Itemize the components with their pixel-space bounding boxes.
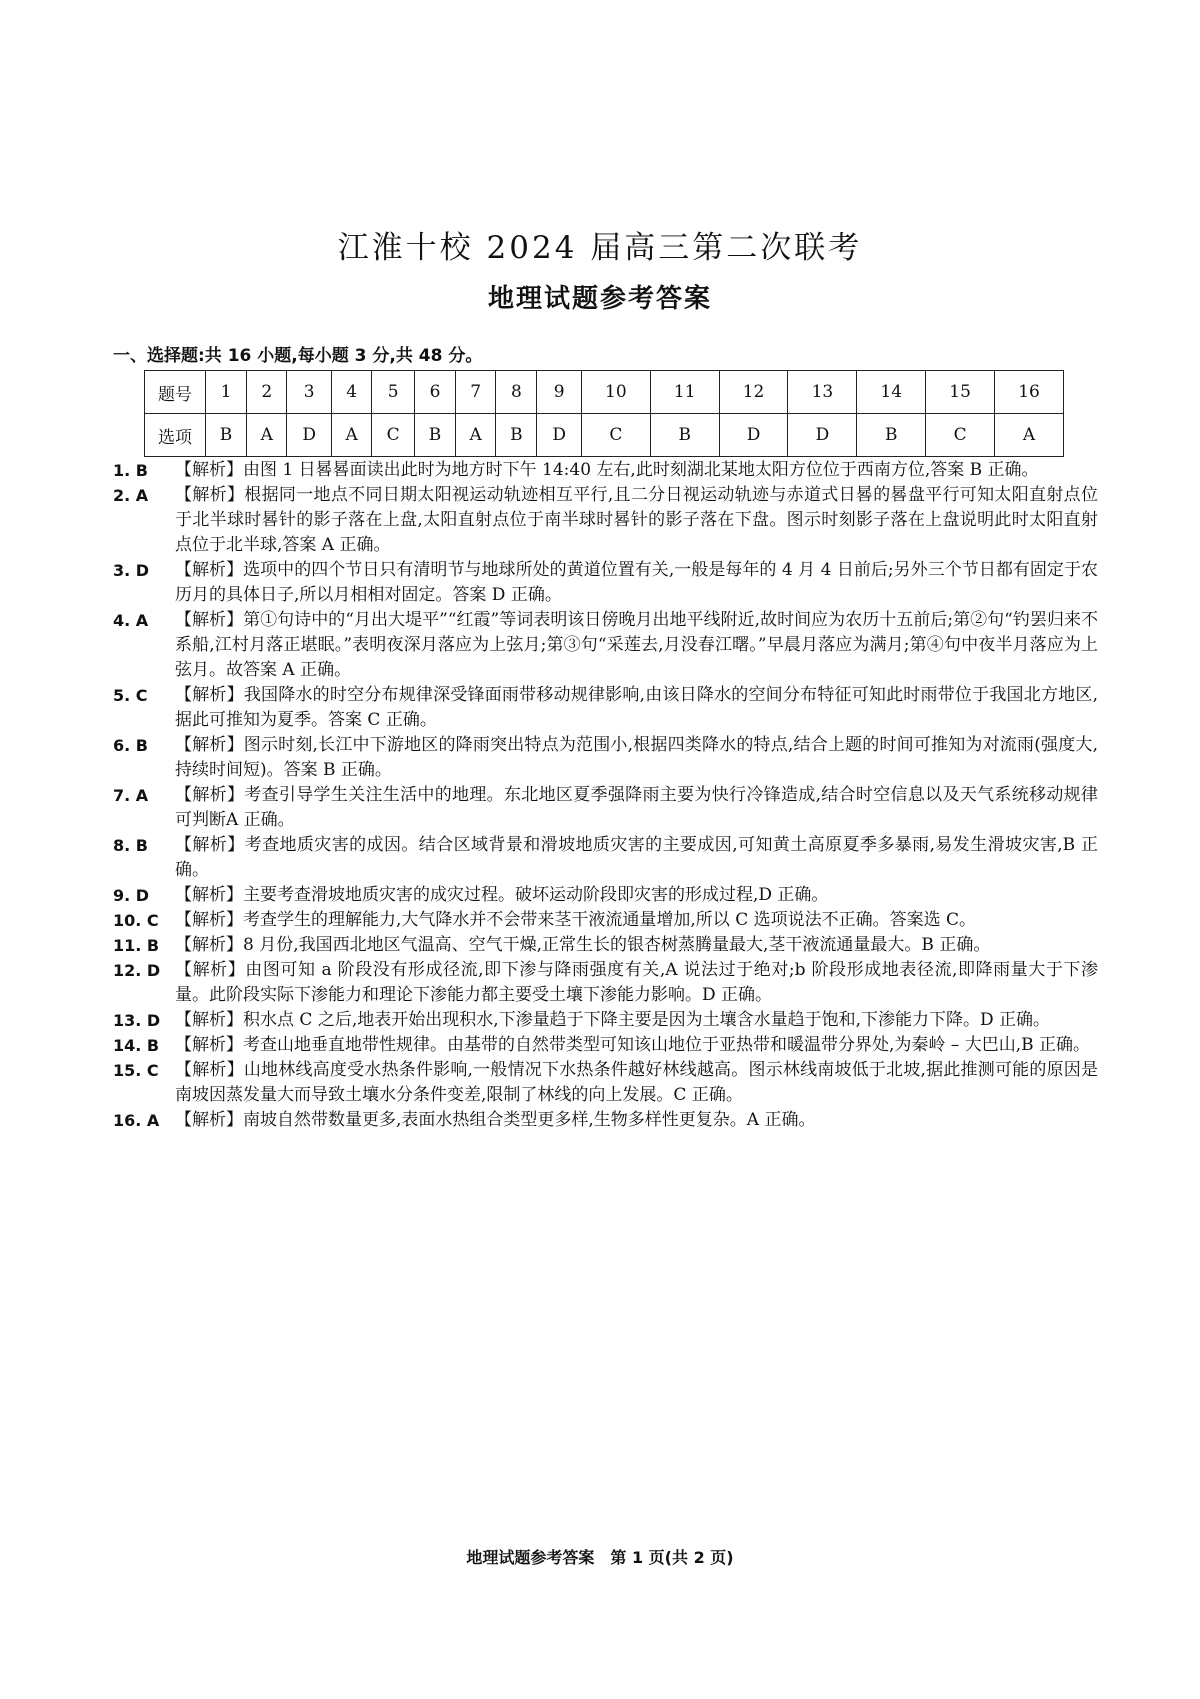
explanation-number: 7. A <box>113 786 149 805</box>
explanation-item <box>113 683 1098 733</box>
answer-choice-cell: A <box>331 414 371 457</box>
question-number-cell: 2 <box>247 371 287 414</box>
answer-table-choice-row <box>145 414 1064 457</box>
question-number-cell: 5 <box>372 371 415 414</box>
answer-choice-cell: C <box>926 414 995 457</box>
question-number-cell: 11 <box>650 371 719 414</box>
answer-choice-cell: B <box>414 414 455 457</box>
explanation-text: 【解析】选项中的四个节日只有清明节与地球所处的黄道位置有关,一般是每年的 4 月 4 日前后;另外三个节日都有固定于农历月的具体日子,所以月相相对固定。答案 D 正确。 <box>175 560 1098 605</box>
explanation-text: 【解析】考查地质灾害的成因。结合区域背景和滑坡地质灾害的主要成因,可知黄土高原夏季多暴雨,易发生滑坡灾害,B 正确。 <box>175 835 1098 880</box>
answer-table-row-label: 选项 <box>145 414 206 457</box>
answer-choice-cell: C <box>581 414 650 457</box>
answer-table-row-label: 题号 <box>145 371 206 414</box>
explanation-text: 【解析】南坡自然带数量更多,表面水热组合类型更多样,生物多样性更复杂。A 正确。 <box>175 1110 816 1130</box>
explanation-item <box>113 1008 1098 1033</box>
explanation-text: 【解析】山地林线高度受水热条件影响,一般情况下水热条件越好林线越高。图示林线南坡低于北坡,据此推测可能的原因是南坡因蒸发量大而导致土壤水分条件变差,限制了林线的向上发展。C 正确。 <box>175 1060 1098 1105</box>
explanation-number: 1. B <box>113 461 148 480</box>
explanation-number: 8. B <box>113 836 148 855</box>
question-number-cell: 13 <box>788 371 857 414</box>
explanation-text: 【解析】8 月份,我国西北地区气温高、空气干燥,正常生长的银杏树蒸腾量最大,茎干液流通量最大。B 正确。 <box>175 935 991 955</box>
explanation-item <box>113 733 1098 783</box>
explanation-item <box>113 608 1098 683</box>
explanation-item <box>113 933 1098 958</box>
answer-choice-cell: B <box>650 414 719 457</box>
answer-choice-cell: B <box>857 414 926 457</box>
explanation-number: 4. A <box>113 611 149 630</box>
question-number-cell: 9 <box>537 371 582 414</box>
answer-table-number-row <box>145 371 1064 414</box>
explanation-text: 【解析】积水点 C 之后,地表开始出现积水,下渗量趋于下降主要是因为土壤含水量趋于饱和,下渗能力下降。D 正确。 <box>175 1010 1051 1030</box>
answer-choice-cell: B <box>206 414 247 457</box>
answer-choice-cell: D <box>287 414 332 457</box>
explanation-text: 【解析】第①句诗中的“月出大堤平”“红霞”等词表明该日傍晚月出地平线附近,故时间应为农历十五前后;第②句“钓罢归来不系船,江村月落正堪眠。”表明夜深月落应为上弦月;第③句“采莲去,月没春江曙。”早晨月落应为满月;第④句中夜半月落应为上弦月。故答案 A 正确。 <box>175 610 1098 680</box>
answer-table <box>144 370 1064 457</box>
explanation-text: 【解析】图示时刻,长江中下游地区的降雨突出特点为范围小,根据四类降水的特点,结合上题的时间可推知为对流雨(强度大,持续时间短)。答案 B 正确。 <box>175 735 1098 780</box>
explanation-number: 5. C <box>113 686 148 705</box>
explanation-item <box>113 783 1098 833</box>
question-number-cell: 8 <box>496 371 537 414</box>
page-subtitle: 地理试题参考答案 <box>487 284 712 314</box>
explanation-number: 11. B <box>113 936 160 955</box>
explanation-item <box>113 1033 1098 1058</box>
answer-explanations <box>113 458 1098 1133</box>
explanation-text: 【解析】考查学生的理解能力,大气降水并不会带来茎干液流通量增加,所以 C 选项说法不正确。答案选 C。 <box>175 910 977 930</box>
explanation-text: 【解析】根据同一地点不同日期太阳视运动轨迹相互平行,且二分日视运动轨迹与赤道式日晷的晷盘平行可知太阳直射点位于北半球时晷针的影子落在上盘,太阳直射点位于南半球时晷针的影子落在下盘。图示时刻影子落在上盘说明此时太阳直射点位于北半球,答案 A 正确。 <box>175 485 1098 555</box>
explanation-number: 3. D <box>113 561 150 580</box>
explanation-item <box>113 833 1098 883</box>
answer-choice-cell: C <box>372 414 415 457</box>
question-number-cell: 4 <box>331 371 371 414</box>
explanation-number: 13. D <box>113 1011 161 1030</box>
explanation-item <box>113 883 1098 908</box>
answer-choice-cell: D <box>719 414 788 457</box>
explanation-text: 【解析】我国降水的时空分布规律深受锋面雨带移动规律影响,由该日降水的空间分布特征可知此时雨带位于我国北方地区,据此可推知为夏季。答案 C 正确。 <box>175 685 1098 730</box>
explanation-number: 9. D <box>113 886 150 905</box>
explanation-number: 6. B <box>113 736 148 755</box>
question-number-cell: 7 <box>456 371 496 414</box>
question-number-cell: 12 <box>719 371 788 414</box>
question-number-cell: 3 <box>287 371 332 414</box>
explanation-text: 【解析】由图可知 a 阶段没有形成径流,即下渗与降雨强度有关,A 说法过于绝对;b 阶段形成地表径流,即降雨量大于下渗量。此阶段实际下渗能力和理论下渗能力都主要受土壤下渗能力影响。D 正确。 <box>175 960 1098 1005</box>
question-number-cell: 10 <box>581 371 650 414</box>
answer-choice-cell: A <box>247 414 287 457</box>
explanation-item <box>113 1058 1098 1108</box>
explanation-number: 14. B <box>113 1036 160 1055</box>
question-number-cell: 1 <box>206 371 247 414</box>
section-heading: 一、选择题:共 16 小题,每小题 3 分,共 48 分。 <box>113 346 483 366</box>
question-number-cell: 6 <box>414 371 455 414</box>
question-number-cell: 14 <box>857 371 926 414</box>
question-number-cell: 15 <box>926 371 995 414</box>
explanation-item <box>113 558 1098 608</box>
answer-choice-cell: A <box>456 414 496 457</box>
explanation-text: 【解析】由图 1 日晷晷面读出此时为地方时下午 14:40 左右,此时刻湖北某地太阳方位位于西南方位,答案 B 正确。 <box>175 460 1039 480</box>
question-number-cell: 16 <box>995 371 1064 414</box>
explanation-item <box>113 1108 1098 1133</box>
explanation-number: 10. C <box>113 911 159 930</box>
explanation-number: 15. C <box>113 1061 159 1080</box>
explanation-number: 16. A <box>113 1111 160 1130</box>
page-footer: 地理试题参考答案 第 1 页(共 2 页) <box>466 1548 734 1567</box>
explanation-item <box>113 908 1098 933</box>
explanation-number: 12. D <box>113 961 161 980</box>
explanation-number: 2. A <box>113 486 149 505</box>
answer-choice-cell: D <box>537 414 582 457</box>
answer-choice-cell: B <box>496 414 537 457</box>
explanation-text: 【解析】考查山地垂直地带性规律。由基带的自然带类型可知该山地位于亚热带和暖温带分界处,为秦岭 – 大巴山,B 正确。 <box>175 1035 1091 1055</box>
explanation-item <box>113 958 1098 1008</box>
explanation-item <box>113 458 1098 483</box>
answer-choice-cell: A <box>995 414 1064 457</box>
page-title: 江淮十校 2024 届高三第二次联考 <box>337 230 863 266</box>
answer-choice-cell: D <box>788 414 857 457</box>
explanation-item <box>113 483 1098 558</box>
explanation-text: 【解析】考查引导学生关注生活中的地理。东北地区夏季强降雨主要为快行冷锋造成,结合时空信息以及天气系统移动规律可判断A 正确。 <box>175 785 1098 830</box>
explanation-text: 【解析】主要考查滑坡地质灾害的成灾过程。破坏运动阶段即灾害的形成过程,D 正确。 <box>175 885 829 905</box>
